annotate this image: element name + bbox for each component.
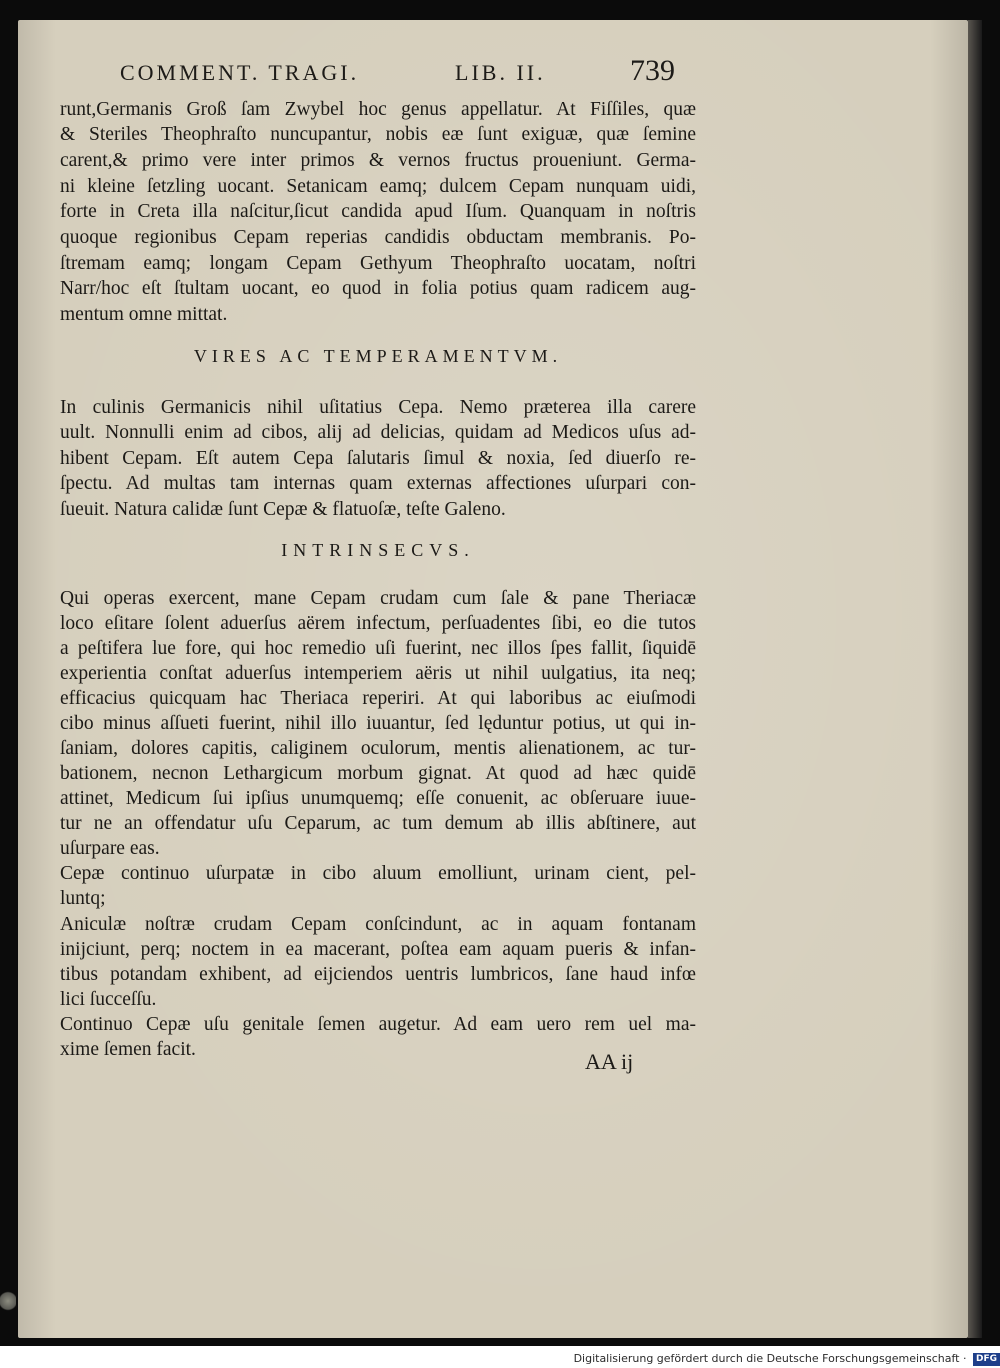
- text-line: carent,& primo vere inter primos & vernos fructus proueniunt. Germa-: [60, 150, 696, 171]
- text-line: experientia conſtat aduerſus intemperiem aëris ut nihil uulgatius, ita neq;: [60, 663, 696, 684]
- running-head-book: LIB. II.: [455, 60, 546, 85]
- dfg-logo-icon[interactable]: DFG: [973, 1353, 1000, 1366]
- signature-mark: AA ij: [585, 1049, 634, 1074]
- text-line: uult. Nonnulli enim ad cibos, alij ad delicias, quidam ad Medicos uſus ad-: [60, 422, 696, 443]
- text-line: Cepæ continuo uſurpatæ in cibo aluum emolliunt, urinam cient, pel-: [60, 863, 696, 884]
- scan-blemish: [0, 1290, 16, 1312]
- section-heading-intrinsecus: INTRINSECVS.: [281, 540, 475, 560]
- text-line: xime ſemen facit.: [60, 1039, 196, 1060]
- section-heading-vires: VIRES AC TEMPERAMENTVM.: [193, 346, 563, 366]
- text-line: runt,Germanis Groß ſam Zwybel hoc genus appellatur. At Fiſſiles, quæ: [60, 99, 696, 120]
- text-line: Continuo Cepæ uſu genitale ſemen augetur. Ad eam uero rem uel ma-: [60, 1014, 696, 1035]
- text-line: attinet, Medicum ſui ipſius unumquemq; eſſe conuenit, ac obſeruare iuue-: [60, 788, 696, 809]
- text-line: uſurpare eas.: [60, 838, 160, 859]
- text-line: ſueuit. Natura calidæ ſunt Cepæ & flatuoſæ, teſte Galeno.: [60, 499, 506, 520]
- text-line: ſtremam eamq; longam Cepam Gethyum Theophraſto uocatam, noſtri: [60, 253, 696, 274]
- page-edge-shadow: [968, 20, 982, 1338]
- running-head: [100, 52, 685, 92]
- text-line: tibus potandam exhibent, ad eijciendos uentris lumbricos, ſane haud infœ: [60, 964, 696, 985]
- text-line: In culinis Germanicis nihil uſitatius Cepa. Nemo præterea illa carere: [60, 397, 696, 418]
- digitization-credit: [560, 1350, 1000, 1368]
- text-line: ſaniam, dolores capitis, caliginem oculorum, mentis alienationem, ac tur-: [60, 738, 696, 759]
- text-line: bationem, necnon Lethargicum morbum gignat. At quod ad hæc quidē: [60, 763, 696, 784]
- text-line: tur ne an offendatur uſu Ceparum, ac tum demum ab illis abſtinere, aut: [60, 813, 696, 834]
- text-line: Aniculæ noſtræ crudam Cepam conſcindunt, ac in aquam fontanam: [60, 914, 696, 935]
- text-line: hibent Cepam. Eſt autem Cepa ſalutaris ſimul & noxia, ſed diuerſo re-: [60, 448, 696, 469]
- running-head-title: COMMENT. TRAGI.: [120, 60, 360, 85]
- text-line: ni kleine ſetzling uocant. Setanicam eamq; dulcem Cepam nunquam uidi,: [60, 176, 696, 197]
- text-line: Qui operas exercent, mane Cepam crudam cum ſale & pane Theriacæ: [60, 588, 696, 609]
- text-line: Narr/hoc eſt ſtultam uocant, eo quod in folia potius quam radicem aug-: [60, 278, 696, 299]
- text-line: cibo minus aſſueti fuerint, nihil illo iuuantur, ſed lęduntur potius, ut qui in-: [60, 713, 696, 734]
- text-line: a peſtifera lue fore, qui hoc remedio uſi fuerint, nec illos ſpes fallit, ſiquidē: [60, 638, 696, 659]
- text-line: mentum omne mittat.: [60, 304, 228, 325]
- text-line: efficacius quicquam hac Theriaca reperiri. At qui laboribus ac eiuſmodi: [60, 688, 696, 709]
- credit-text: Digitalisierung gefördert durch die Deutsche Forschungsgemeinschaft ·: [573, 1352, 967, 1365]
- page-number: 739: [630, 54, 675, 87]
- text-line: quoque regionibus Cepam reperias candidis obductam membranis. Po-: [60, 227, 696, 248]
- text-line: forte in Creta illa naſcitur,ſicut candida apud Iſum. Quanquam in noſtris: [60, 201, 696, 222]
- text-line: ſpectu. Ad multas tam internas quam externas affectiones uſurpari con-: [60, 473, 696, 494]
- text-line: inijciunt, perq; noctem in ea macerant, poſtea eam aquam pueris & infan-: [60, 939, 696, 960]
- text-line: lici ſucceſſu.: [60, 989, 157, 1010]
- text-line: luntq;: [60, 888, 106, 909]
- text-line: & Steriles Theophraſto nuncupantur, nobis eæ ſunt exiguæ, quæ ſemine: [60, 124, 696, 145]
- text-line: loco eſitare ſolent aduerſus aërem infectum, perſuadentes ſibi, eo die tutos: [60, 613, 696, 634]
